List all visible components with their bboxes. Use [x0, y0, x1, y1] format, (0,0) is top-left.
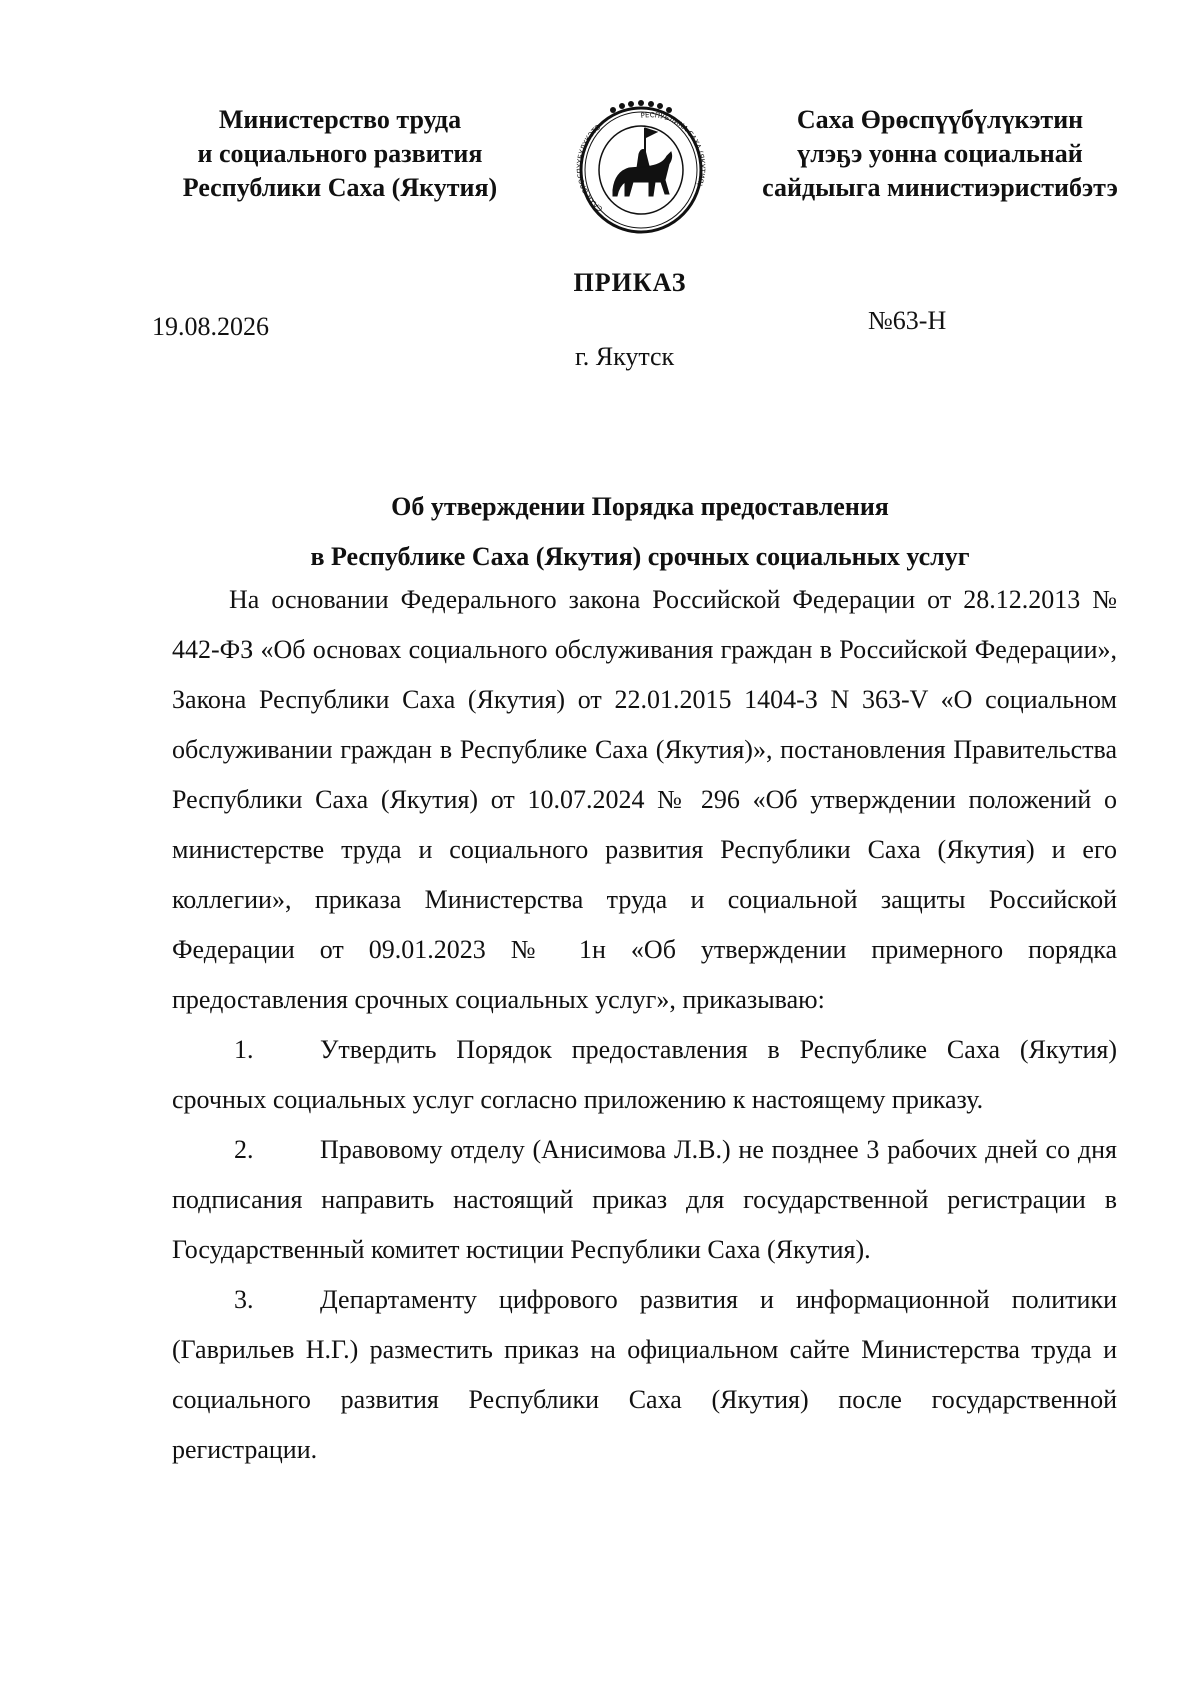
ministry-name-line: Саха Өрөспүүбүлүкэтин [796, 105, 1084, 134]
order-number: №63-Н [868, 306, 947, 335]
ministry-name-line: Министерство труда [218, 105, 462, 134]
order-item-number: 3. [234, 1285, 254, 1314]
order-item-text: Правовому отделу (Анисимова Л.В.) не позднее 3 рабочих дней со дня подписания направить настоящий приказ для государственной регистрации в Государственный комитет юстиции Республики Саха (Якутия). [172, 1135, 1117, 1264]
emblem-ring-text: САХА ӨРӨСПҮҮБҮЛҮКЭТЭ [575, 123, 605, 213]
preamble-paragraph: На основании Федерального закона Российской Федерации от 28.12.2013 № 442-ФЗ «Об основах социального обслуживания граждан в Российской Федерации», Закона Республики Саха (Якутия) от 22.01.2015 1404-З N 363-V «О социальном обслуживании граждан в Республике Саха (Якутия)», постановления Правительства Республики Саха (Якутия) от 10.07.2024 № 296 «Об утверждении положений о министерстве труда и социального развития Республики Саха (Якутия) и его коллегии», приказа Министерства труда и социальной защиты Российской Федерации от 09.01.2023 № 1н «Об утверждении примерного порядка предоставления срочных социальных услуг», приказываю: [172, 585, 1117, 1014]
ministry-name-russian [150, 103, 530, 205]
order-item-number: 1. [234, 1035, 254, 1064]
order-city: г. Якутск [575, 342, 675, 371]
ministry-name-line: Республики Саха (Якутия) [182, 173, 498, 202]
order-item-number: 2. [234, 1135, 254, 1164]
document-body [172, 575, 1117, 1475]
document-title [150, 482, 1130, 582]
order-item-text: Департаменту цифрового развития и информационной политики (Гаврильев Н.Г.) разместить приказ на официальном сайте Министерства труда и социального развития Республики Саха (Якутия) после государственной регистрации. [172, 1285, 1117, 1464]
order-date: 19.08.2026 [152, 312, 269, 341]
order-item [172, 1275, 1117, 1475]
order-title: ПРИКАЗ [573, 268, 687, 297]
ministry-name-line: и социального развития [197, 139, 483, 168]
coat-of-arms-emblem-icon [575, 98, 707, 238]
order-item [172, 1025, 1117, 1125]
document-title-line: Об утверждении Порядка предоставления [391, 492, 889, 521]
order-item [172, 1125, 1117, 1275]
order-item-text: Утвердить Порядок предоставления в Республике Саха (Якутия) срочных социальных услуг согласно приложению к настоящему приказу. [172, 1035, 1117, 1114]
document-title-line: в Республике Саха (Якутия) срочных социальных услуг [310, 542, 970, 571]
ministry-name-yakut [740, 103, 1140, 205]
emblem-ring-text: РЕСПУБЛИКА САХА (ЯКУТИЯ) [640, 111, 707, 188]
ministry-name-line: сайдыыга министиэристибэтэ [762, 173, 1118, 202]
ministry-name-line: үлэҕэ уонна социальнай [797, 139, 1083, 168]
